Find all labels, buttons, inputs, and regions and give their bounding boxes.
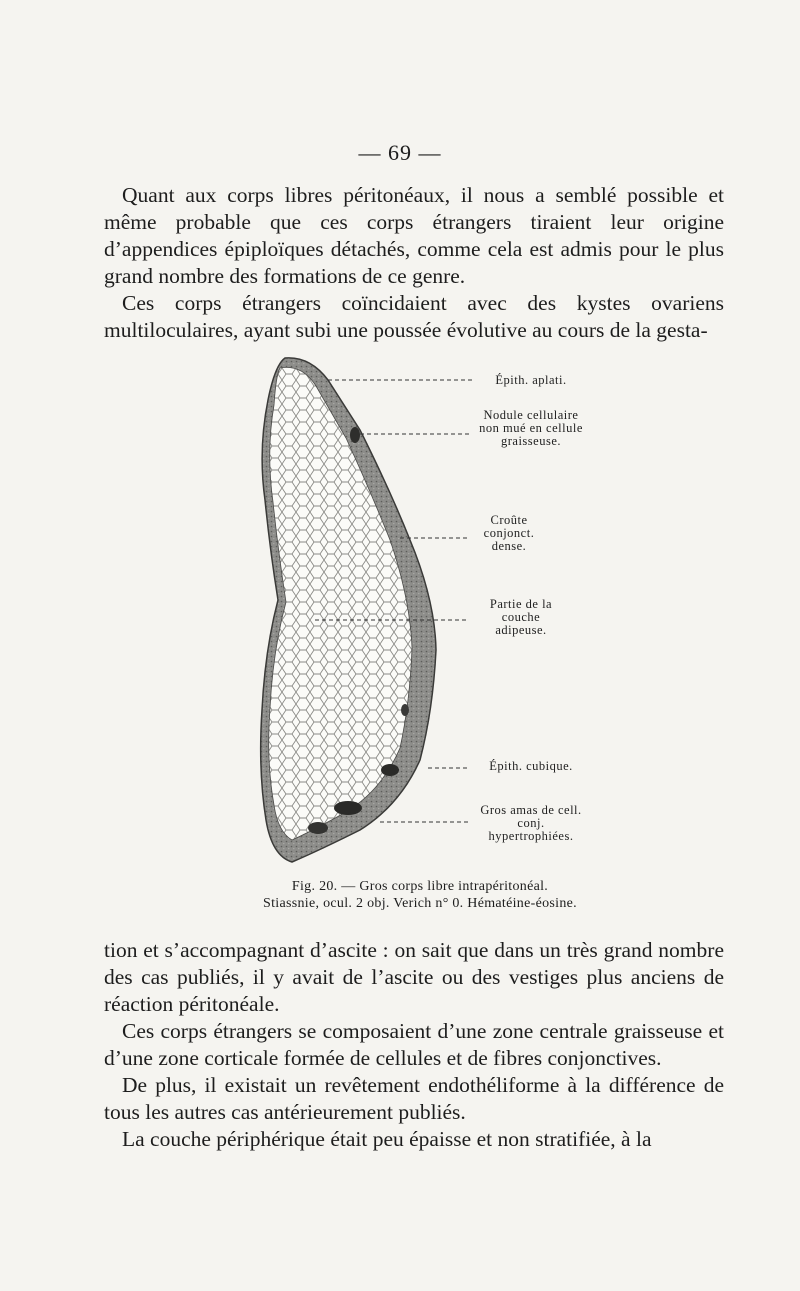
nodule-mark xyxy=(401,704,409,716)
nodule-mark xyxy=(381,764,399,776)
paragraph: La couche périphérique était peu épaisse et non stratifiée, à la xyxy=(122,1127,652,1151)
label-partie-couche: Partie de la couche adipeuse. xyxy=(489,597,553,637)
paragraph: De plus, il existait un revêtement endothéliforme à la différence de tous les autres cas antérieurement publiés. xyxy=(104,1073,724,1124)
paragraph: Ces corps étrangers coïncidaient avec des kystes ovariens multiloculaires, ayant subi une poussée évolutive au cours de la gesta- xyxy=(104,291,724,342)
body-text-bottom xyxy=(104,937,724,1153)
figure-caption xyxy=(150,878,690,912)
caption-line-2: Stiassnie, ocul. 2 obj. Verich n° 0. Hématéine-éosine. xyxy=(263,896,577,911)
body-text-top xyxy=(104,182,724,344)
paragraph: Quant aux corps libres péritonéaux, il nous a semblé possible et même probable que ces corps étrangers tiraient leur origine d’appendices épiploïques détachés, comme cela est admis pour le plus grand nombre des formations de ce genre. xyxy=(104,183,724,288)
histology-figure xyxy=(240,350,640,880)
nodule-mark xyxy=(334,801,362,815)
label-nodule-cellulaire: Nodule cellulaire non mué en cellule graisseuse. xyxy=(479,408,583,448)
caption-line-1: Fig. 20. — Gros corps libre intrapéritonéal. xyxy=(291,879,549,894)
nodule-mark xyxy=(308,822,328,834)
label-croute-conjonct: Croûte conjonct. dense. xyxy=(483,513,535,553)
label-gros-amas: Gros amas de cell. conj. hypertrophiées. xyxy=(480,803,582,843)
paragraph: Ces corps étrangers se composaient d’une zone centrale graisseuse et d’une zone corticale formée de cellules et de fibres conjonctives. xyxy=(104,1019,724,1070)
page-number: — 69 — xyxy=(358,140,442,165)
label-epith-cubique: Épith. cubique. xyxy=(489,759,573,773)
paragraph: tion et s’accompagnant d’ascite : on sait que dans un très grand nombre des cas publiés, il y avait de l’ascite ou des vestiges plus anciens de réaction péritonéale. xyxy=(104,938,724,1016)
nodule-mark xyxy=(350,427,360,443)
label-epith-aplati: Épith. aplati. xyxy=(495,373,567,387)
